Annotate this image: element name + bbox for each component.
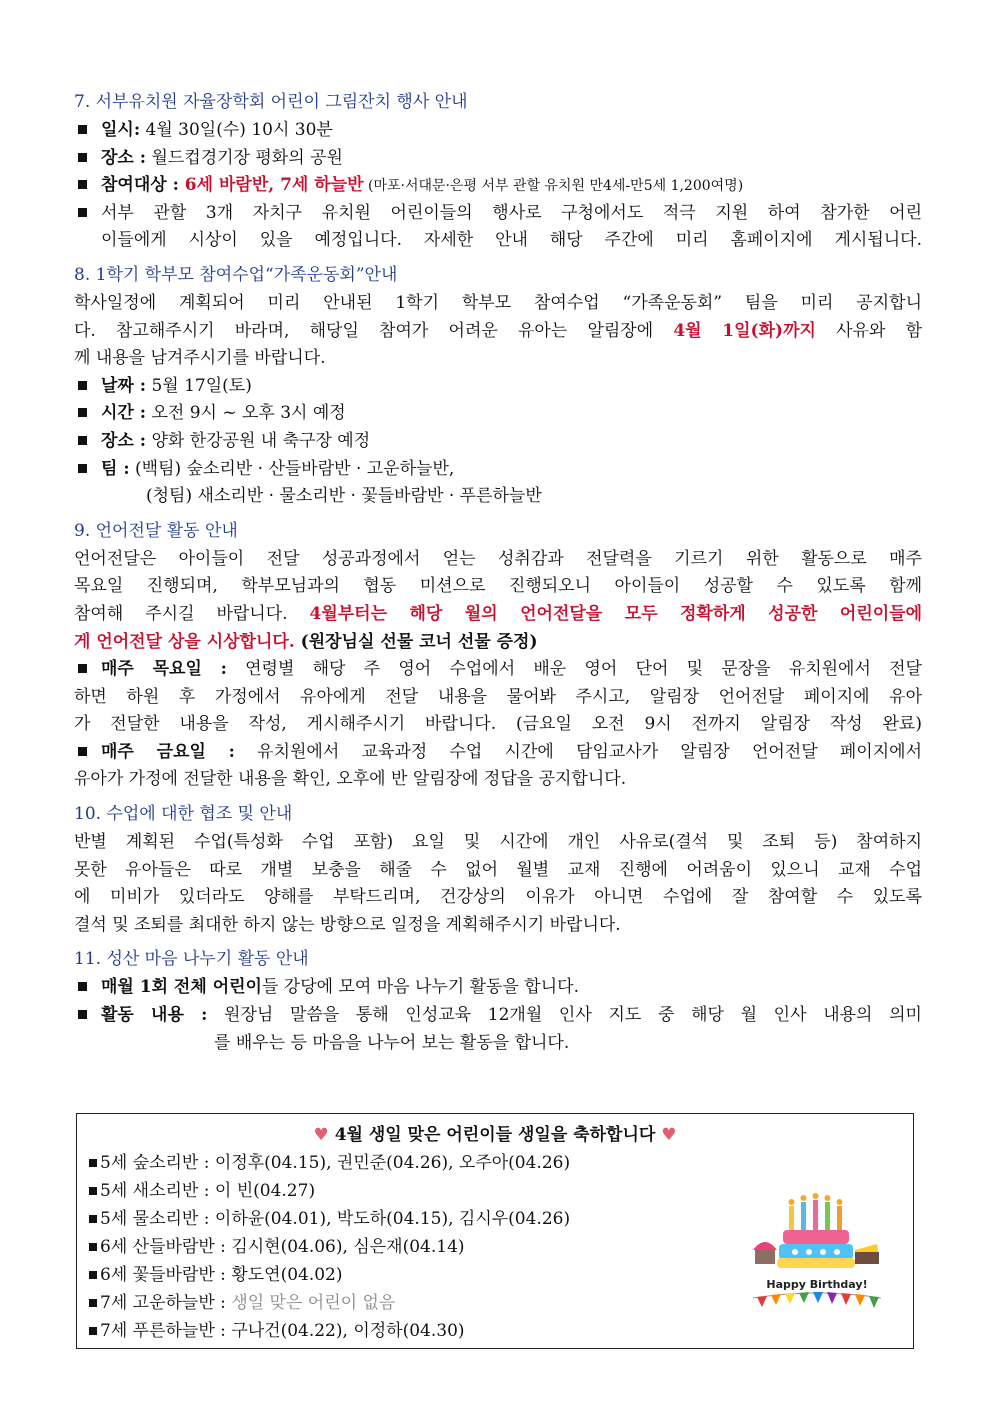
- bullet-icon: [78, 208, 87, 217]
- section-11-title: 11. 성산 마음 나누기 활동 안내: [74, 949, 309, 970]
- birthday-row: 5세 새소리반 : 이 빈(04.27): [77, 1177, 913, 1205]
- birthday-cake-icon: [749, 1192, 885, 1320]
- birthday-row: 6세 꽃들바람반 : 황도연(04.02): [77, 1261, 913, 1289]
- section-8-team: 팀 : (백팀) 숲소리반 · 산들바람반 · 고운하늘반,: [74, 456, 922, 484]
- bullet-icon: [78, 664, 87, 673]
- birthday-title: [77, 1121, 913, 1149]
- square-bullet-icon: [89, 1243, 97, 1251]
- section-11-bullet-2-cont: 를 배우는 등 마음을 나누어 보는 활동을 합니다.: [214, 1032, 570, 1053]
- section-10: [74, 800, 922, 939]
- section-9-para-2: 목요일 진행되며, 학부모님과의 협동 미션으로 진행되오니 아이들이 성공할 수 있도록 함께: [74, 576, 922, 597]
- section-10-title: 10. 수업에 대한 협조 및 안내: [74, 804, 293, 825]
- birthday-row: 5세 물소리반 : 이하윤(04.01), 박도하(04.15), 김시우(04.26): [77, 1205, 913, 1233]
- section-8-team-blue: (청팀) 새소리반 · 물소리반 · 꽃들바람반 · 푸른하늘반: [146, 486, 542, 507]
- bullet-icon: [78, 464, 87, 473]
- section-10-line-4: 결석 및 조퇴를 최대한 하지 않는 방향으로 일정을 계획해주시기 바랍니다.: [74, 914, 621, 935]
- bullet-icon: [78, 125, 87, 134]
- section-11-bullet-1: 매월 1회 전체 어린이들 강당에 모여 마음 나누기 활동을 합니다.: [74, 974, 922, 1002]
- section-8-place: 장소 : 양화 한강공원 내 축구장 예정: [74, 428, 922, 456]
- section-7-desc-cont: 이들에게 시상이 있을 예정입니다. 자세한 안내 해당 주간에 미리 홈페이지에 게시됩니다.: [101, 230, 922, 251]
- bullet-icon: [78, 436, 87, 445]
- heart-icon: ♥: [661, 1125, 677, 1145]
- section-7-target: 참여대상 : 6세 바람반, 7세 하늘반 (마포·서대문·은평 서부 관할 유치원 만4세-만5세 1,200여명): [74, 172, 922, 200]
- section-9-thursday-cont-1: 하면 하원 후 가정에서 유아에게 전달 내용을 물어봐 주시고, 알림장 언어전달 페이지에 유아: [74, 686, 922, 707]
- bullet-icon: [78, 381, 87, 390]
- section-9-title: 9. 언어전달 활동 안내: [74, 520, 238, 541]
- birthday-row: 7세 푸른하늘반 : 구나건(04.22), 이정하(04.30): [77, 1317, 913, 1345]
- section-9-para-1: 언어전달은 아이들이 전달 성공과정에서 얻는 성취감과 전달력을 기르기 위한 활동으로 매주: [74, 548, 922, 569]
- section-7-place: 장소 : 월드컵경기장 평화의 공원: [74, 145, 922, 173]
- section-7-date: 일시: 4월 30일(수) 10시 30분: [74, 117, 922, 145]
- section-11: [74, 945, 922, 1057]
- square-bullet-icon: [89, 1299, 97, 1307]
- section-9-thursday: 매주 목요일 : 연령별 해당 주 영어 수업에서 배운 영어 단어 및 문장을 유치원에서 전달: [74, 656, 922, 684]
- section-9-para-3: 참여해 주시길 바랍니다. 4월부터는 해당 월의 언어전달을 모두 정확하게 성공한 어린이들에: [74, 603, 922, 624]
- section-8-date: 날짜 : 5월 17일(토): [74, 373, 922, 401]
- section-9: [74, 517, 922, 794]
- birthday-title-text: 4월 생일 맞은 어린이들 생일을 축하합니다: [334, 1125, 656, 1145]
- section-8: [74, 261, 922, 511]
- bullet-icon: [78, 747, 87, 756]
- bullet-icon: [78, 982, 87, 991]
- birthday-row: 5세 숲소리반 : 이정후(04.15), 권민준(04.26), 오주아(04.26): [77, 1149, 913, 1177]
- square-bullet-icon: [89, 1271, 97, 1279]
- square-bullet-icon: [89, 1159, 97, 1167]
- notice-page: [74, 88, 922, 1057]
- section-10-line-1: 반별 계획된 수업(특성화 수업 포함) 요일 및 시간에 개인 사유로(결석 및 조퇴 등) 참여하지: [74, 832, 922, 853]
- section-9-para-4: 게 언어전달 상을 시상합니다. (원장님실 선물 코너 선물 증정): [74, 631, 538, 652]
- square-bullet-icon: [89, 1187, 97, 1195]
- section-7: [74, 88, 922, 255]
- bullet-icon: [78, 180, 87, 189]
- section-7-desc: 서부 관할 3개 자치구 유치원 어린이들의 행사로 구청에서도 적극 지원 하여 참가한 어린: [74, 200, 922, 228]
- section-9-friday: 매주 금요일 : 유치원에서 교육과정 수업 시간에 담임교사가 알림장 언어전달 페이지에서: [74, 739, 922, 767]
- section-7-title: 7. 서부유치원 자율장학회 어린이 그림잔치 행사 안내: [74, 92, 468, 112]
- cake-banner-text: Happy Birthday!: [766, 1278, 868, 1291]
- square-bullet-icon: [89, 1327, 97, 1335]
- bullet-icon: [78, 1010, 87, 1019]
- section-10-line-3: 에 미비가 있더라도 양해를 부탁드리며, 건강상의 이유가 아니면 수업에 잘 참여할 수 있도록: [74, 887, 922, 908]
- birthday-row: 6세 산들바람반 : 김시현(04.06), 심은재(04.14): [77, 1233, 913, 1261]
- bullet-icon: [78, 153, 87, 162]
- section-9-thursday-cont-2: 가 전달한 내용을 작성, 게시해주시기 바랍니다. (금요일 오전 9시 전까지 알림장 작성 완료): [74, 714, 922, 735]
- section-8-para-1: 학사일정에 계획되어 미리 안내된 1학기 학부모 참여수업 “가족운동회” 팀을 미리 공지합니: [74, 292, 922, 313]
- bullet-icon: [78, 408, 87, 417]
- section-8-time: 시간 : 오전 9시 ~ 오후 3시 예정: [74, 400, 922, 428]
- square-bullet-icon: [89, 1215, 97, 1223]
- section-8-para-3: 께 내용을 남겨주시기를 바랍니다.: [74, 348, 326, 369]
- section-11-bullet-2: 활동 내용 : 원장님 말씀을 통해 인성교육 12개월 인사 지도 중 해당 월 인사 내용의 의미: [74, 1002, 922, 1030]
- heart-icon: ♥: [313, 1125, 329, 1145]
- section-8-para-2: 다. 참고해주시기 바라며, 해당일 참여가 어려운 유아는 알림장에 4월 1일(화)까지 사유와 함: [74, 320, 922, 341]
- birthday-row: 7세 고운하늘반 : 생일 맞은 어린이 없음: [77, 1289, 913, 1317]
- section-8-title: 8. 1학기 학부모 참여수업“가족운동회”안내: [74, 264, 398, 285]
- section-9-friday-cont: 유아가 가정에 전달한 내용을 확인, 오후에 반 알림장에 정답을 공지합니다.: [74, 769, 627, 790]
- birthday-box: [76, 1113, 914, 1349]
- section-10-line-2: 못한 유아들은 따로 개별 보충을 해줄 수 없어 월별 교재 진행에 어려움이 있으니 교재 수업: [74, 859, 922, 880]
